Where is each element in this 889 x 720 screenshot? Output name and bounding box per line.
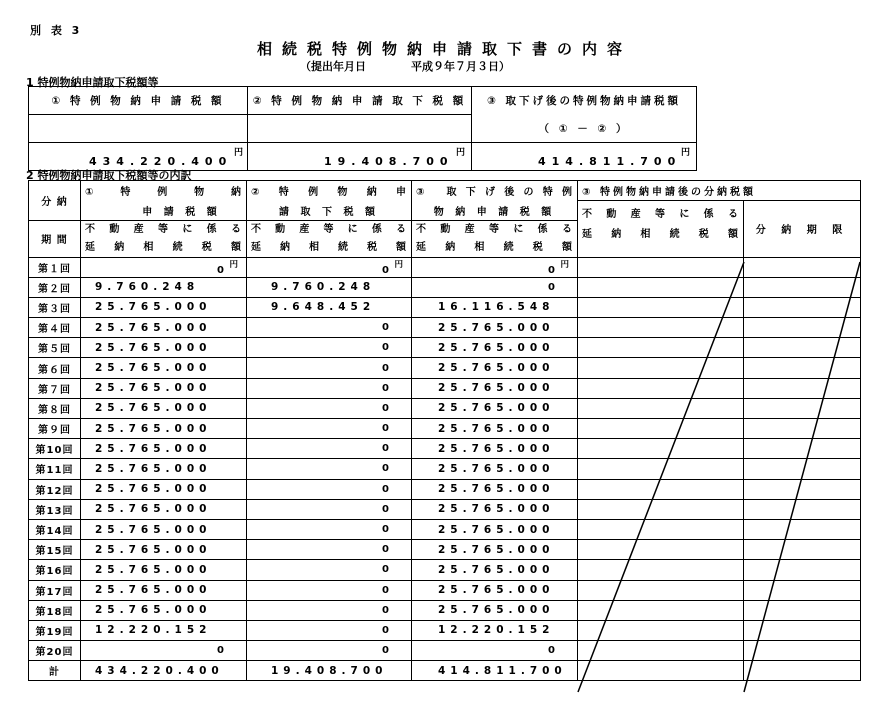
col3-value: 414.811.700 bbox=[412, 661, 578, 681]
col4-blank bbox=[578, 297, 744, 317]
col2-header-2: 請 取 下 税 額 bbox=[247, 201, 412, 221]
col4-blank bbox=[578, 439, 744, 459]
table-row bbox=[29, 540, 861, 560]
col1-header-2: 申 請 税 額 bbox=[81, 201, 247, 221]
col5-blank bbox=[744, 580, 861, 600]
row-label: 第14回 bbox=[29, 519, 81, 539]
col3-value: 25.765.000 bbox=[412, 499, 578, 519]
col5-blank bbox=[744, 318, 861, 338]
row-label: 第15回 bbox=[29, 540, 81, 560]
col5-blank bbox=[744, 419, 861, 439]
col5-sub-header: 分 納 期 限 bbox=[744, 201, 861, 258]
table-row bbox=[29, 439, 861, 459]
col3-value: 25.765.000 bbox=[412, 540, 578, 560]
col4-blank bbox=[578, 398, 744, 418]
table-row bbox=[29, 620, 861, 640]
col5-blank bbox=[744, 540, 861, 560]
table-row bbox=[29, 338, 861, 358]
col4-blank bbox=[578, 499, 744, 519]
col3-value: 25.765.000 bbox=[412, 560, 578, 580]
table-row bbox=[29, 499, 861, 519]
row-label: 第11回 bbox=[29, 459, 81, 479]
col2-value: 0 bbox=[247, 600, 412, 620]
col2-value: 0 bbox=[247, 560, 412, 580]
table-row bbox=[29, 600, 861, 620]
col1-value: 434.220.400 bbox=[89, 155, 233, 168]
col1-value: 25.765.000 bbox=[81, 600, 247, 620]
col4-blank bbox=[578, 641, 744, 661]
submitted-label: （提出年月日 bbox=[300, 60, 366, 73]
period-header-2: 期 間 bbox=[29, 220, 81, 257]
col1-value: 0 bbox=[81, 641, 247, 661]
zero-value: 0 bbox=[382, 264, 389, 276]
col2-value: 0 bbox=[247, 519, 412, 539]
row-label: 第７回 bbox=[29, 378, 81, 398]
summary-table bbox=[28, 86, 697, 171]
row-label: 第18回 bbox=[29, 600, 81, 620]
col5-blank bbox=[744, 620, 861, 640]
col1-header: ① 特 例 物 納 bbox=[81, 181, 247, 201]
row-label: 第２回 bbox=[29, 277, 81, 297]
col1-value: 25.765.000 bbox=[81, 297, 247, 317]
table-row bbox=[29, 661, 861, 681]
col5-blank bbox=[744, 600, 861, 620]
col4-blank bbox=[578, 519, 744, 539]
col5-blank bbox=[744, 378, 861, 398]
submission-date bbox=[300, 58, 510, 74]
col1-value: 25.765.000 bbox=[81, 398, 247, 418]
col4-blank bbox=[578, 338, 744, 358]
table-row bbox=[29, 358, 861, 378]
col2-value: 0 bbox=[247, 338, 412, 358]
row-label: 第９回 bbox=[29, 419, 81, 439]
col2-value: 0 bbox=[247, 318, 412, 338]
col4-blank bbox=[578, 661, 744, 681]
col1-value: 25.765.000 bbox=[81, 499, 247, 519]
page-title: 相続税特例物納申請取下書の内容 bbox=[256, 40, 632, 58]
col3-value: 0 bbox=[412, 641, 578, 661]
col3-value: 25.765.000 bbox=[412, 600, 578, 620]
document-ref: 別 表 3 bbox=[30, 24, 83, 37]
col5-blank bbox=[744, 519, 861, 539]
col2-value: 0 bbox=[247, 378, 412, 398]
col1-value: 25.765.000 bbox=[81, 479, 247, 499]
col2-value-cell bbox=[248, 143, 472, 171]
breakdown-table bbox=[28, 180, 861, 681]
col2-value bbox=[247, 257, 412, 277]
col1-value: 25.765.000 bbox=[81, 338, 247, 358]
col2-value: 0 bbox=[247, 580, 412, 600]
col4-header: ③ 特例物納申請後の分納税額 bbox=[578, 181, 861, 201]
col4-blank bbox=[578, 540, 744, 560]
col3-value: 25.765.000 bbox=[412, 318, 578, 338]
col3-header-2: 物 納 申 請 税 額 bbox=[412, 201, 578, 221]
col5-blank bbox=[744, 459, 861, 479]
row-label: 第５回 bbox=[29, 338, 81, 358]
table-row bbox=[29, 479, 861, 499]
col3-value: 25.765.000 bbox=[412, 419, 578, 439]
col2-value: 0 bbox=[247, 419, 412, 439]
col2-value: 0 bbox=[247, 499, 412, 519]
row-label: 第17回 bbox=[29, 580, 81, 600]
table-row bbox=[29, 318, 861, 338]
col5-blank bbox=[744, 277, 861, 297]
col5-blank bbox=[744, 257, 861, 277]
col3-value: 25.765.000 bbox=[412, 338, 578, 358]
col1-value: 25.765.000 bbox=[81, 540, 247, 560]
col3-value: 25.765.000 bbox=[412, 479, 578, 499]
col2-value: 0 bbox=[247, 540, 412, 560]
col5-blank bbox=[744, 560, 861, 580]
row-label: 第８回 bbox=[29, 398, 81, 418]
col5-blank bbox=[744, 398, 861, 418]
col4-blank bbox=[578, 419, 744, 439]
col1-value: 25.765.000 bbox=[81, 580, 247, 600]
col5-blank bbox=[744, 661, 861, 681]
col4-blank bbox=[578, 560, 744, 580]
unit-yen: 円 bbox=[455, 148, 465, 158]
col5-blank bbox=[744, 499, 861, 519]
col1-value: 25.765.000 bbox=[81, 439, 247, 459]
col1-sub-header: 不 動 産 等 に 係 る 延 納 相 続 税 額 bbox=[81, 220, 247, 257]
col1-value: 25.765.000 bbox=[81, 318, 247, 338]
col2-value: 0 bbox=[247, 358, 412, 378]
col2-value: 9.760.248 bbox=[247, 277, 412, 297]
table-row bbox=[29, 560, 861, 580]
col4-blank bbox=[578, 479, 744, 499]
table-row bbox=[29, 277, 861, 297]
unit-yen: 円 bbox=[394, 259, 403, 270]
col1-value: 25.765.000 bbox=[81, 358, 247, 378]
period-header: 分 納 bbox=[29, 181, 81, 221]
col4-blank bbox=[578, 580, 744, 600]
col3-value: 25.765.000 bbox=[412, 398, 578, 418]
col2-value: 19.408.700 bbox=[247, 661, 412, 681]
row-label: 第20回 bbox=[29, 641, 81, 661]
col4-blank bbox=[578, 600, 744, 620]
col3-sub-header: 不 動 産 等 に 係 る 延 納 相 続 税 額 bbox=[412, 220, 578, 257]
col1-value: 25.765.000 bbox=[81, 560, 247, 580]
row-label: 第13回 bbox=[29, 499, 81, 519]
col4-blank bbox=[578, 358, 744, 378]
col1-value: 9.760.248 bbox=[81, 277, 247, 297]
col2-sub-header: 不 動 産 等 に 係 る 延 納 相 続 税 額 bbox=[247, 220, 412, 257]
col1-caption: ① 特 例 物 納 申 請 税 額 bbox=[29, 87, 248, 115]
col5-blank bbox=[744, 479, 861, 499]
col3-formula: （ ① － ② ） bbox=[472, 115, 697, 143]
col5-blank bbox=[744, 439, 861, 459]
col2-value: 0 bbox=[247, 459, 412, 479]
unit-yen: 円 bbox=[680, 148, 690, 158]
col2-caption: ② 特 例 物 納 申 請 取 下 税 額 bbox=[248, 87, 472, 115]
col3-header: ③ 取下げ後の特例 bbox=[412, 181, 578, 201]
zero-value: 0 bbox=[217, 264, 224, 276]
table-row bbox=[29, 641, 861, 661]
row-label: 第10回 bbox=[29, 439, 81, 459]
row-label: 第６回 bbox=[29, 358, 81, 378]
col1-value: 12.220.152 bbox=[81, 620, 247, 640]
table-row bbox=[29, 257, 861, 277]
col4-blank bbox=[578, 257, 744, 277]
section1-heading: 1 特例物納申請取下税額等 bbox=[26, 76, 159, 89]
unit-yen: 円 bbox=[233, 148, 243, 158]
unit-yen: 円 bbox=[560, 259, 569, 270]
col3-value: 0 bbox=[412, 277, 578, 297]
col2-value: 19.408.700 bbox=[324, 155, 454, 168]
col5-blank bbox=[744, 641, 861, 661]
col4-blank bbox=[578, 277, 744, 297]
section2-heading: 2 特例物納申請取下税額等の内訳 bbox=[26, 169, 192, 182]
col3-value: 16.116.548 bbox=[412, 297, 578, 317]
col2-value: 0 bbox=[247, 620, 412, 640]
col2-header: ② 特 例 物 納 申 bbox=[247, 181, 412, 201]
table-row bbox=[29, 580, 861, 600]
table-row bbox=[29, 419, 861, 439]
table-row bbox=[29, 519, 861, 539]
table-row bbox=[29, 378, 861, 398]
col3-value: 25.765.000 bbox=[412, 519, 578, 539]
col3-value: 25.765.000 bbox=[412, 358, 578, 378]
col1-value: 25.765.000 bbox=[81, 519, 247, 539]
col3-value: 414.811.700 bbox=[538, 155, 682, 168]
col5-blank bbox=[744, 358, 861, 378]
col4-blank bbox=[578, 620, 744, 640]
col4-sub-header: 不 動 産 等 に 係 る 延 納 相 続 税 額 bbox=[578, 201, 744, 258]
row-label: 第３回 bbox=[29, 297, 81, 317]
col2-value: 0 bbox=[247, 479, 412, 499]
col3-value bbox=[412, 257, 578, 277]
table-row bbox=[29, 459, 861, 479]
col3-value: 12.220.152 bbox=[412, 620, 578, 640]
col3-value: 25.765.000 bbox=[412, 459, 578, 479]
col3-value: 25.765.000 bbox=[412, 580, 578, 600]
col2-value: 0 bbox=[247, 641, 412, 661]
row-label: 第12回 bbox=[29, 479, 81, 499]
col1-value: 25.765.000 bbox=[81, 419, 247, 439]
row-label: 計 bbox=[29, 661, 81, 681]
col3-value-cell bbox=[472, 143, 697, 171]
submitted-date: 平成９年７月３日） bbox=[411, 60, 510, 73]
col4-blank bbox=[578, 378, 744, 398]
col2-value: 9.648.452 bbox=[247, 297, 412, 317]
col5-blank bbox=[744, 297, 861, 317]
row-label: 第19回 bbox=[29, 620, 81, 640]
col2-value: 0 bbox=[247, 439, 412, 459]
col1-value: 25.765.000 bbox=[81, 378, 247, 398]
col4-blank bbox=[578, 318, 744, 338]
row-label: 第１回 bbox=[29, 257, 81, 277]
col1-value: 434.220.400 bbox=[81, 661, 247, 681]
row-label: 第４回 bbox=[29, 318, 81, 338]
col3-value: 25.765.000 bbox=[412, 378, 578, 398]
col3-caption: ③ 取下げ後の特例物納申請税額 bbox=[472, 87, 697, 115]
col1-value: 25.765.000 bbox=[81, 459, 247, 479]
table-row bbox=[29, 398, 861, 418]
table-row bbox=[29, 297, 861, 317]
col5-blank bbox=[744, 338, 861, 358]
col1-value bbox=[81, 257, 247, 277]
col2-value: 0 bbox=[247, 398, 412, 418]
col4-blank bbox=[578, 459, 744, 479]
col3-value: 25.765.000 bbox=[412, 439, 578, 459]
zero-value: 0 bbox=[548, 264, 555, 276]
unit-yen: 円 bbox=[229, 259, 238, 270]
row-label: 第16回 bbox=[29, 560, 81, 580]
